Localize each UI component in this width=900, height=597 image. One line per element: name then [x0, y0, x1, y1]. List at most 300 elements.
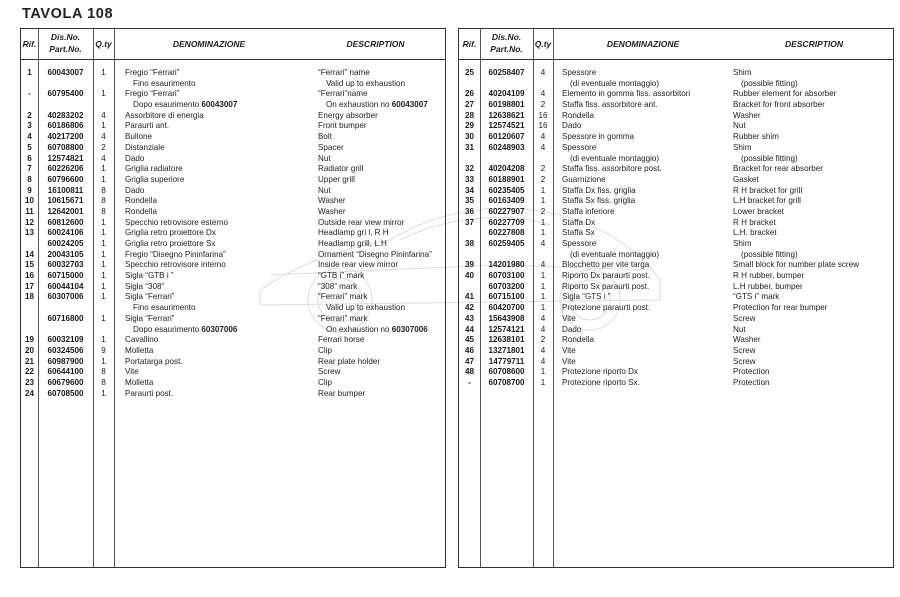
table-row [459, 325, 893, 336]
table-row [459, 250, 893, 261]
ref-number: 20 [24, 345, 34, 355]
description-cell [318, 239, 387, 250]
quantity: 1 [540, 367, 546, 377]
description-text: Upper grill [318, 174, 355, 184]
denominazione-text: Sigla “GTS i ” [562, 292, 611, 302]
description-text: Nut [733, 121, 746, 131]
denominazione-text: Elemento in gomma fiss. assorbitori [562, 89, 691, 99]
description-text: R H bracket [733, 217, 776, 227]
denominazione-text: Distanziale [125, 142, 165, 152]
part-number: 40204208 [488, 164, 525, 174]
table-row [21, 89, 445, 100]
description-text: Screw [318, 367, 341, 377]
description-text: “Ferrari” name [318, 68, 370, 77]
denominazione-cell [562, 346, 576, 357]
page-title: TAVOLA 108 [22, 6, 114, 22]
description-cell [318, 260, 398, 271]
description-cell [733, 314, 756, 325]
denominazione-cell [125, 260, 226, 271]
header-dis-no: Dis.No. [50, 32, 81, 42]
ref-number: 18 [24, 292, 34, 302]
ref-number: 38 [464, 239, 474, 248]
description-cell [733, 292, 779, 303]
denominazione-cell [125, 186, 144, 197]
denominazione-cell [562, 292, 611, 303]
quantity: 1 [540, 217, 546, 227]
denominazione-text: Riporto Sx paraurti post. [562, 281, 650, 291]
ref-number: 39 [464, 260, 474, 270]
replacement-part-ref: 60043007 [201, 100, 238, 110]
ref-number: 10 [24, 196, 34, 206]
part-number: 60715000 [47, 271, 84, 281]
description-text: Shim [733, 239, 752, 248]
part-number: 12574521 [488, 121, 525, 131]
description-text: Valid up to exhaustion [326, 78, 406, 88]
part-number: 60703100 [488, 271, 525, 281]
table-row [459, 100, 893, 111]
part-number: 60679600 [47, 377, 84, 387]
quantity: 1 [101, 174, 106, 184]
ref-number: - [28, 89, 31, 99]
description-text: Radiator grill [318, 164, 364, 174]
description-text: Bracket for front absorber [733, 100, 825, 110]
description-text: Washer [318, 206, 346, 216]
denominazione-text: Sigla “GTB i ” [125, 271, 174, 281]
description-text: Protection [733, 367, 770, 377]
ref-number: 15 [24, 260, 34, 270]
quantity: 2 [540, 174, 546, 184]
quantity: 4 [540, 132, 546, 142]
table-row [21, 218, 445, 229]
table-row [459, 68, 893, 79]
part-number: 60044104 [47, 281, 84, 291]
description-text: (possible fitting) [741, 153, 798, 163]
part-number: 13271801 [488, 345, 525, 355]
ref-number: 42 [464, 303, 474, 313]
denominazione-text: Rondella [125, 196, 157, 206]
denominazione-cell [562, 335, 594, 346]
table-row [21, 357, 445, 368]
denominazione-cell [562, 303, 650, 314]
replacement-part-ref: 60307006 [391, 324, 428, 334]
ref-number: 37 [464, 217, 474, 227]
table-row [459, 164, 893, 175]
header-qty: Q.ty [95, 39, 112, 49]
table-row [21, 282, 445, 293]
part-number: 60987900 [47, 356, 84, 366]
description-text: Nut [318, 185, 331, 195]
denominazione-text: Spessore in gomma [562, 132, 634, 142]
denominazione-text: Protezione riporto Dx [562, 367, 639, 377]
table-row [21, 79, 445, 90]
denominazione-cell [562, 111, 594, 122]
denominazione-cell [562, 218, 595, 229]
description-text: Shim [733, 68, 752, 77]
denominazione-cell [125, 303, 196, 314]
description-text: Protection [733, 377, 770, 387]
denominazione-cell [125, 314, 174, 325]
description-cell [733, 111, 761, 122]
denominazione-text: Staffa Sx [562, 228, 595, 238]
description-text: Inside rear view mirror [318, 260, 399, 270]
part-number: 60043007 [47, 68, 84, 77]
part-number: 14779711 [488, 356, 525, 366]
description-text: Rubber shim [733, 132, 779, 142]
description-text: Nut [733, 324, 746, 334]
quantity: 1 [101, 260, 106, 270]
denominazione-text: Specchio retrovisore interno [125, 260, 226, 270]
description-cell [318, 143, 344, 154]
denominazione-text: Griglia radiatore [125, 164, 183, 174]
table-row [21, 68, 445, 79]
header-description: DESCRIPTION [784, 39, 844, 49]
denominazione-cell [125, 228, 216, 239]
denominazione-text: Spessore [562, 68, 597, 77]
denominazione-text: Blocchetto per vite targa [562, 260, 650, 270]
quantity: 1 [540, 228, 546, 238]
description-text: Clip [318, 345, 332, 355]
denominazione-cell [562, 228, 595, 239]
part-number: 60227907 [488, 206, 525, 216]
denominazione-text: Fregio “Ferrari” [125, 89, 180, 99]
part-number: 16100811 [47, 185, 84, 195]
denominazione-cell [562, 325, 581, 336]
description-text: On exhaustion no [326, 100, 390, 110]
quantity: 4 [540, 89, 546, 99]
description-cell [733, 357, 756, 368]
quantity: 1 [540, 281, 546, 291]
denominazione-text: Griglia superiore [125, 174, 185, 184]
ref-number: 17 [24, 281, 34, 291]
quantity: 1 [540, 377, 546, 387]
denominazione-cell [125, 196, 157, 207]
table-row [21, 207, 445, 218]
ref-number: 29 [464, 121, 474, 131]
denominazione-cell [125, 100, 237, 111]
quantity: 2 [540, 206, 546, 216]
description-text: “Ferrari”name [318, 89, 368, 99]
description-cell [733, 239, 751, 250]
denominazione-cell [562, 164, 662, 175]
description-text: Protection for rear bumper [733, 303, 828, 313]
part-number: 60258407 [488, 68, 525, 77]
part-number: 60227709 [488, 217, 525, 227]
ref-number: 25 [464, 68, 474, 77]
ref-number: 43 [464, 313, 474, 323]
denominazione-text: Vite [562, 356, 576, 366]
description-cell [318, 186, 331, 197]
quantity: 1 [540, 292, 546, 302]
denominazione-cell [562, 367, 638, 378]
description-cell [733, 121, 746, 132]
description-text: Screw [733, 356, 756, 366]
header-dis-no: Dis.No. [491, 32, 522, 42]
description-text: “Ferrari” mark [318, 292, 368, 302]
table-row [459, 260, 893, 271]
table-row [459, 79, 893, 90]
description-text: Headlamp gri l, R H [318, 228, 389, 238]
description-text: “Ferrari” mark [318, 313, 368, 323]
part-number: 60235405 [488, 185, 525, 195]
description-cell [733, 378, 769, 389]
description-cell [318, 378, 332, 389]
ref-number: 9 [27, 185, 32, 195]
table-row [21, 335, 445, 346]
description-cell [318, 89, 367, 100]
description-cell [733, 68, 751, 79]
denominazione-text: Paraurti post. [125, 388, 174, 398]
description-cell [733, 335, 761, 346]
ref-number: 21 [24, 356, 34, 366]
denominazione-cell [125, 164, 183, 175]
table-row [21, 260, 445, 271]
replacement-part-ref: 60307006 [201, 324, 238, 334]
denominazione-text: Dado [562, 324, 582, 334]
description-text: Washer [318, 196, 346, 206]
denominazione-cell [562, 79, 659, 90]
ref-number: 24 [24, 388, 34, 398]
quantity: 16 [538, 110, 548, 120]
quantity: 8 [101, 185, 106, 195]
ref-number: 13 [24, 228, 34, 238]
description-cell [733, 196, 801, 207]
denominazione-text: Cavallino [125, 335, 159, 345]
denominazione-cell [562, 154, 659, 165]
quantity: 4 [540, 260, 546, 270]
denominazione-cell [562, 239, 596, 250]
description-cell [733, 271, 804, 282]
description-cell [318, 367, 341, 378]
ref-number: 41 [464, 292, 474, 302]
header-rif: Rif. [22, 39, 37, 49]
description-cell [733, 228, 777, 239]
description-cell [318, 164, 363, 175]
description-cell [318, 100, 428, 111]
ref-number: 11 [25, 206, 34, 216]
denominazione-cell [125, 357, 183, 368]
denominazione-cell [562, 314, 576, 325]
part-number: 60032109 [47, 335, 84, 345]
denominazione-cell [562, 121, 581, 132]
ref-number: 1 [27, 68, 32, 77]
quantity: 8 [101, 377, 106, 387]
description-cell [318, 335, 364, 346]
description-cell [318, 292, 367, 303]
description-text: Shim [733, 142, 752, 152]
description-text: Rear bumper [318, 388, 366, 398]
denominazione-cell [125, 378, 153, 389]
table-row [459, 335, 893, 346]
table-row [21, 111, 445, 122]
quantity: 4 [540, 142, 546, 152]
table-row [21, 121, 445, 132]
part-number: 60716800 [47, 313, 84, 323]
description-text: Front bumper [318, 121, 367, 131]
part-number: 20043105 [47, 249, 84, 259]
table-row [459, 292, 893, 303]
denominazione-cell [125, 282, 164, 293]
denominazione-text: Fregio “Ferrari” [125, 68, 180, 77]
denominazione-cell [562, 207, 615, 218]
description-cell [733, 250, 798, 261]
description-cell [318, 389, 365, 400]
denominazione-cell [125, 143, 165, 154]
denominazione-text: Fino esaurimento [133, 78, 196, 88]
description-text: Clip [318, 377, 332, 387]
description-text: (possible fitting) [741, 249, 798, 259]
description-cell [318, 132, 332, 143]
table-row [21, 186, 445, 197]
denominazione-cell [125, 89, 179, 100]
table-row [21, 346, 445, 357]
ref-number: 34 [464, 185, 474, 195]
ref-number: 36 [464, 206, 474, 216]
table-body [21, 68, 445, 399]
quantity: 1 [540, 185, 546, 195]
ref-number: 23 [24, 377, 34, 387]
part-number: 12638101 [488, 335, 525, 345]
denominazione-text: (di eventuale montaggio) [570, 153, 660, 163]
denominazione-text: Fino esaurimento [133, 303, 196, 313]
description-cell [733, 175, 759, 186]
ref-number: 46 [464, 345, 474, 355]
table-row [459, 218, 893, 229]
denominazione-cell [562, 250, 659, 261]
quantity: 8 [101, 367, 106, 377]
description-cell [318, 325, 428, 336]
description-text: Energy absorber [318, 110, 378, 120]
denominazione-text: Guarnizione [562, 174, 606, 184]
description-text: Small block for number plate screw [733, 260, 859, 270]
table-row [459, 367, 893, 378]
description-text: Bracket for rear absorber [733, 164, 823, 174]
description-cell [318, 314, 367, 325]
table-row [459, 207, 893, 218]
denominazione-cell [125, 325, 237, 336]
header-description: DESCRIPTION [346, 39, 405, 49]
description-cell [318, 357, 380, 368]
quantity: 1 [101, 217, 106, 227]
denominazione-text: Staffa inferiore [562, 206, 615, 216]
table-row [459, 314, 893, 325]
table-row [459, 143, 893, 154]
table-row [459, 378, 893, 389]
ref-number: 6 [27, 153, 32, 163]
ref-number: 31 [464, 142, 474, 152]
table-row [459, 303, 893, 314]
description-cell [318, 207, 346, 218]
description-cell [733, 260, 859, 271]
quantity: 1 [101, 281, 106, 291]
table-row [459, 89, 893, 100]
description-text: Outside rear view mirror [318, 217, 405, 227]
quantity: 1 [101, 271, 106, 281]
table-row [459, 175, 893, 186]
table-row [459, 196, 893, 207]
denominazione-cell [562, 186, 636, 197]
denominazione-text: Dado [125, 153, 145, 163]
quantity: 1 [101, 164, 106, 174]
quantity: 4 [101, 153, 106, 163]
table-row [21, 154, 445, 165]
denominazione-cell [125, 250, 226, 261]
part-number: 60259405 [488, 239, 525, 248]
description-text: R H rubber, bumper [733, 271, 805, 281]
header-part-no: Part.No. [49, 44, 82, 54]
description-cell [318, 271, 364, 282]
denominazione-text: Molletta [125, 345, 154, 355]
description-text: Washer [733, 110, 761, 120]
header-denominazione: DENOMINAZIONE [172, 39, 246, 49]
description-text: Rear plate holder [318, 356, 381, 366]
description-cell [733, 143, 751, 154]
denominazione-cell [562, 378, 640, 389]
denominazione-text: Portatarga post. [125, 356, 183, 366]
quantity: 1 [101, 335, 106, 345]
part-number: 12638621 [488, 110, 525, 120]
denominazione-cell [562, 68, 596, 79]
quantity: 1 [540, 303, 546, 313]
quantity: 4 [540, 345, 546, 355]
denominazione-cell [125, 218, 228, 229]
part-number: 60032703 [47, 260, 84, 270]
denominazione-cell [562, 271, 650, 282]
part-number: 60163409 [488, 196, 525, 206]
ref-number: - [468, 377, 471, 387]
description-cell [318, 196, 346, 207]
denominazione-text: (di eventuale montaggio) [570, 78, 660, 88]
description-text: Washer [733, 335, 761, 345]
table-row [459, 346, 893, 357]
denominazione-text: Dado [125, 185, 145, 195]
description-text: Rubber element for absorber [733, 89, 837, 99]
denominazione-text: Dopo esaurimento [133, 324, 200, 334]
ref-number: 19 [24, 335, 34, 345]
ref-number: 44 [464, 324, 474, 334]
description-cell [733, 282, 803, 293]
denominazione-cell [125, 154, 144, 165]
denominazione-cell [125, 207, 157, 218]
quantity: 2 [101, 142, 106, 152]
denominazione-text: Spessore [562, 142, 597, 152]
denominazione-text: Rondella [125, 206, 157, 216]
quantity: 16 [538, 121, 548, 131]
ref-number: 3 [27, 121, 32, 131]
denominazione-cell [125, 111, 204, 122]
denominazione-text: Rondella [562, 335, 594, 345]
denominazione-text: Fregio “Disegno Pininfarina” [125, 249, 226, 259]
description-text: Screw [733, 345, 756, 355]
description-cell [733, 346, 756, 357]
table-row [459, 271, 893, 282]
table-row [21, 175, 445, 186]
denominazione-cell [562, 282, 649, 293]
part-number: 40217200 [47, 132, 84, 142]
denominazione-text: Sigla “Ferrari” [125, 313, 175, 323]
table-row [21, 196, 445, 207]
ref-number: 16 [24, 271, 34, 281]
part-number: 60227808 [488, 228, 525, 238]
part-number: 60795400 [47, 89, 84, 99]
part-number: 40204109 [488, 89, 525, 99]
part-number: 12642001 [47, 206, 84, 216]
table-row [459, 228, 893, 239]
description-cell [318, 346, 332, 357]
table-row [21, 378, 445, 389]
description-cell [318, 111, 378, 122]
quantity: 4 [101, 132, 106, 142]
part-number: 60708700 [488, 377, 525, 387]
